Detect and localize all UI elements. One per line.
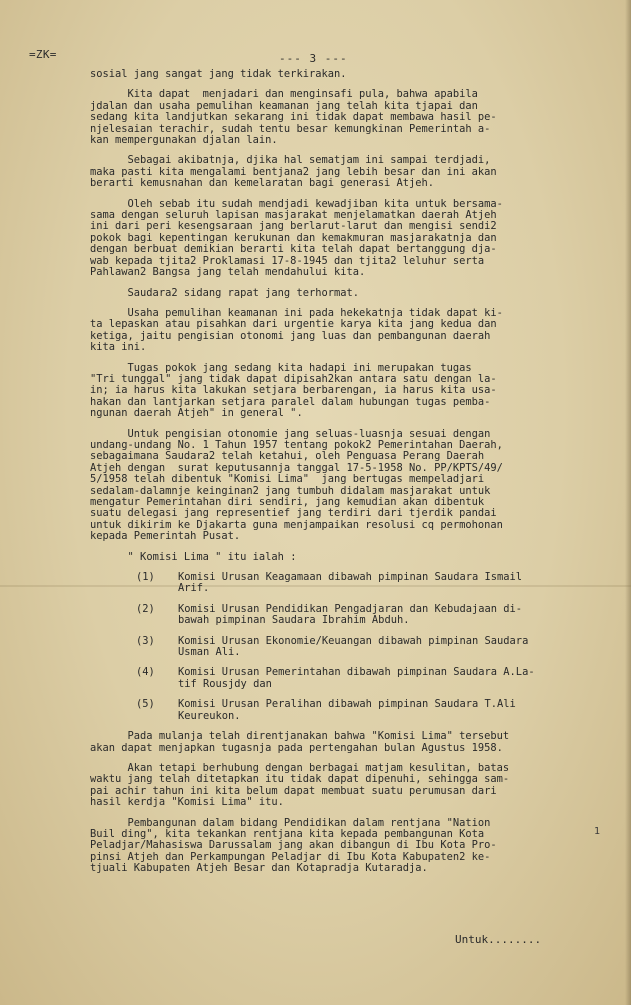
list-item <box>136 699 590 722</box>
text-line: Atjeh dengan surat keputusannja tanggal 17-5-1958 No. PP/KPTS/49/ <box>90 461 503 474</box>
paragraph-8 <box>90 429 590 543</box>
text-line: mengatur Pemerintahan diri sendiri, jang kemudian akan dibentuk <box>90 496 485 508</box>
text-line: hasil kerdja "Komisi Lima" itu. <box>90 796 284 809</box>
text-line: Akan tetapi berhubung dengan berbagai matjam kesulitan, batas <box>90 761 510 774</box>
text-line: hakan dan lantjarkan setjara paralel dalam hubungan tugas pemba- <box>90 395 491 408</box>
text-line: dengan berbuat demikian berarti kita telah dapat bertanggung dja- <box>90 243 497 256</box>
paragraph-4 <box>90 199 590 279</box>
text-line: pokok bagi kepentingan kerukunan dan kemakmuran masjarakatnja dan <box>90 231 497 244</box>
text-line: 5/1958 telah dibentuk "Komisi Lima" jang bertugas mempeladjari <box>90 473 485 486</box>
text-line: tjuali Kabupaten Atjeh Besar dan Kotapradja Kutaradja. <box>90 862 428 875</box>
text-line: Oleh sebab itu sudah mendjadi kewadjiban kita untuk bersama- <box>90 197 503 210</box>
list-item-number: (5) <box>136 698 155 711</box>
list-item-text <box>178 667 535 690</box>
page-marker: =ZK= <box>29 48 57 61</box>
list-item <box>136 604 590 627</box>
paragraph-2 <box>90 89 590 146</box>
text-line: Pahlawan2 Bangsa jang telah mendahului kita. <box>90 266 366 279</box>
closing-paragraph-2 <box>90 763 590 809</box>
text-line: Usaha pemulihan keamanan ini pada hekekatnja tidak dapat ki- <box>90 306 503 319</box>
paragraph-3 <box>90 155 590 189</box>
text-line: sedang kita landjutkan sekarang ini tidak dapat membawa hasil pe- <box>90 111 497 124</box>
text-line: Pada mulanja telah direntjanakan bahwa "Komisi Lima" tersebut <box>90 730 510 743</box>
text-line: Peladjar/Mahasiswa Darussalam jang akan dibangun di Ibu Kota Pro- <box>90 839 497 852</box>
text-line: kepada Pemerintah Pusat. <box>90 530 241 543</box>
text-line: pai achir tahun ini kita belum dapat membuat suatu perumusan dari <box>90 784 497 797</box>
text-line: wab kepada tjita2 Proklamasi 17-8-1945 dan tjita2 leluhur serta <box>90 254 485 267</box>
text-line: sedalam-dalamnje keinginan2 jang tumbuh didalam masjarakat untuk <box>90 484 491 497</box>
list-item-text <box>178 636 528 659</box>
closing-paragraph-1 <box>90 731 590 754</box>
list-items <box>136 572 590 722</box>
text-line: Saudara2 sidang rapat jang terhormat. <box>90 286 359 299</box>
text-line: jdalan dan usaha pemulihan keamanan jang telah kita tjapai dan <box>90 99 478 112</box>
text-line: Komisi Urusan Keagamaan dibawah pimpinan Saudara Ismail <box>178 571 523 584</box>
continuation-text: Untuk........ <box>455 933 542 946</box>
closing-paragraphs <box>90 731 590 874</box>
list-item-number: (4) <box>136 666 155 679</box>
text-line: sama dengan seluruh lapisan masjarakat menjelamatkan daerah Atjeh <box>90 209 497 222</box>
paragraph-6 <box>90 308 590 354</box>
list-item-text <box>178 572 522 595</box>
list-intro: " Komisi Lima " itu ialah : <box>90 550 297 563</box>
text-line: njelesaian terachir, sudah tentu besar kemungkinan Pemerintah a- <box>90 122 491 135</box>
text-line: undang-undang No. 1 Tahun 1957 tentang pokok2 Pemerintahan Daerah, <box>90 438 503 451</box>
text-line: Usman Ali. <box>178 646 241 659</box>
text-line: maka pasti kita mengalami bentjana2 jang lebih besar dan ini akan <box>90 165 497 178</box>
text-line: ini dari peri kesengsaraan jang berlarut-larut dan mengisi sendi2 <box>90 220 497 233</box>
text-line: "Tri tunggal" jang tidak dapat dipisah2kan antara satu dengan la- <box>90 372 497 385</box>
text-line: Sebagai akibatnja, djika hal sematjam ini sampai terdjadi, <box>90 154 491 167</box>
text-line: Arif. <box>178 582 210 595</box>
text-line: tif Rousjdy dan <box>178 677 272 690</box>
text-line: sebagaimana Saudara2 telah ketahui, oleh Penguasa Perang Daerah <box>90 450 485 463</box>
text-line: Pembangunan dalam bidang Pendidikan dalam rentjana "Nation <box>90 816 491 829</box>
text-line: Komisi Urusan Pendidikan Pengadjaran dan Kebudajaan di- <box>178 602 523 615</box>
text-line: Keureukon. <box>178 709 241 722</box>
paper-edge-shadow <box>625 0 631 1005</box>
komisi-list <box>90 552 590 722</box>
document-body <box>90 69 590 884</box>
text-line: Tugas pokok jang sedang kita hadapi ini merupakan tugas <box>90 361 472 374</box>
text-line: bawah pimpinan Saudara Ibrahim Abduh. <box>178 614 410 627</box>
paragraph-1 <box>90 69 590 80</box>
text-line: Buil ding", kita tekankan rentjana kita kepada pembangunan Kota <box>90 827 485 840</box>
list-item-text <box>178 699 516 722</box>
list-item-text <box>178 604 522 627</box>
text-line: akan dapat menjapkan tugasnja pada pertengahan bulan Agustus 1958. <box>90 741 503 754</box>
text-line: Untuk pengisian otonomie jang seluas-luasnja sesuai dengan <box>90 427 491 440</box>
text-line: kita ini. <box>90 341 147 354</box>
list-item-number: (1) <box>136 571 155 584</box>
list-item <box>136 667 590 690</box>
text-line: waktu jang telah ditetapkan itu tidak dapat dipenuhi, sehingga sam- <box>90 773 510 786</box>
text-line: ketiga, jaitu pengisian otonomi jang luas dan pembangunan daerah <box>90 329 491 342</box>
text-line: Komisi Urusan Peralihan dibawah pimpinan Saudara T.Ali <box>178 698 516 711</box>
paragraph-5 <box>90 288 590 299</box>
text-line: Komisi Urusan Ekonomie/Keuangan dibawah pimpinan Saudara <box>178 634 529 647</box>
text-line: kan mempergunakan djalan lain. <box>90 134 278 147</box>
list-item <box>136 572 590 595</box>
closing-paragraph-3 <box>90 818 590 875</box>
margin-mark: 1 <box>594 826 601 837</box>
text-line: Kita dapat menjadari dan menginsafi pula, bahwa apabila <box>90 88 478 101</box>
text-line: untuk dikirim ke Djakarta guna menjampaikan resolusi cq permohonan <box>90 518 503 531</box>
list-item <box>136 636 590 659</box>
text-line: in; ia harus kita lakukan setjara berbarengan, ia harus kita usa- <box>90 384 497 397</box>
text-line: ngunan daerah Atjeh" in general ". <box>90 407 303 420</box>
text-line: sosial jang sangat jang tidak terkirakan. <box>90 68 347 80</box>
list-item-number: (3) <box>136 634 155 647</box>
paragraph-7 <box>90 363 590 420</box>
text-line: ta lepaskan atau pisahkan dari urgentie karya kita jang kedua dan <box>90 318 497 331</box>
text-line: suatu delegasi jang representief jang terdiri dari tjerdik pandai <box>90 507 497 520</box>
text-line: berarti kemusnahan dan kemelaratan bagi generasi Atjeh. <box>90 177 435 190</box>
paragraph-list <box>90 69 590 543</box>
list-item-number: (2) <box>136 602 155 615</box>
text-line: Komisi Urusan Pemerintahan dibawah pimpinan Saudara A.La- <box>178 666 535 679</box>
page-number: --- 3 --- <box>279 52 348 65</box>
text-line: pinsi Atjeh dan Perkampungan Peladjar di Ibu Kota Kabupaten2 ke- <box>90 850 491 863</box>
